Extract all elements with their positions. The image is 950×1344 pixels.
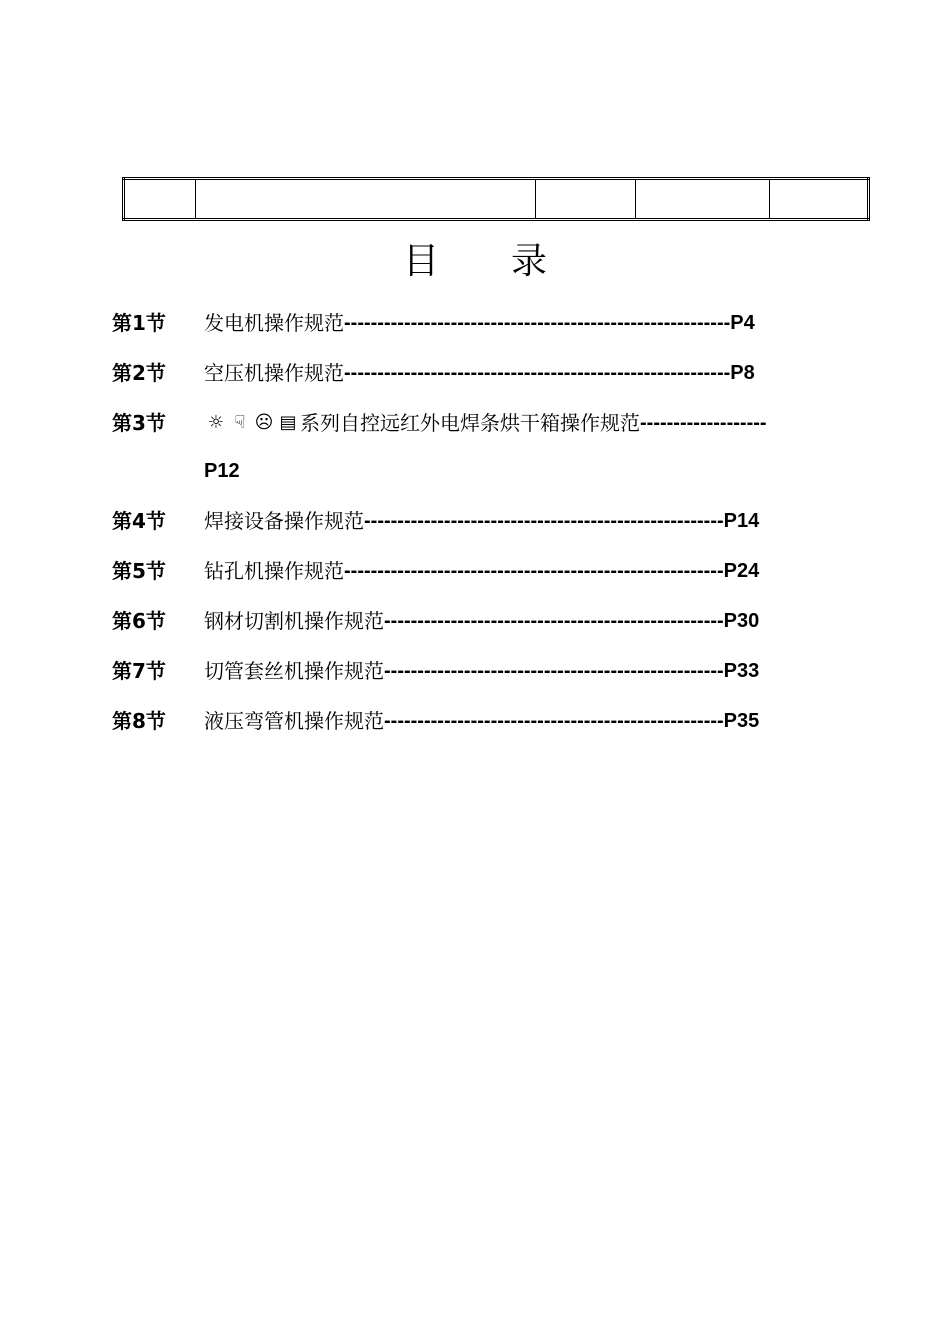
toc-page-number: P24 [723,560,760,582]
header-cell [769,179,868,220]
toc-section-name: 液压弯管机操作规范 [204,709,384,733]
toc-page-number: P14 [723,510,760,532]
toc-entry-text [204,606,759,636]
toc-entry-text [204,408,767,438]
toc-section-number: 第4节 [112,509,166,533]
toc-entry-text [204,506,759,536]
toc-leader: ---------------------------------------------------------- [344,312,731,334]
toc-entry-text [204,308,755,338]
frown-icon: ☹ [254,412,274,433]
toc-leader: --------------------------------------------------------- [344,560,724,582]
header-cell [196,179,535,220]
toc-section-name: 钻孔机操作规范 [204,559,344,583]
toc-section-number: 第7节 [112,659,166,683]
toc-section-name: 发电机操作规范 [204,311,344,335]
toc-entry-text [204,706,759,736]
toc-section-name: 切管套丝机操作规范 [204,659,384,683]
toc-leader: --------------------------------------------------- [384,710,724,732]
toc-entry-text [204,656,759,686]
toc-section-number: 第6节 [112,609,166,633]
header-cell [124,179,196,220]
toc-leader: ---------------------------------------------------------- [344,362,731,384]
toc-page-number: P8 [730,362,755,384]
toc-leader: --------------------------------------------------- [384,610,724,632]
toc-section-number: 第1节 [112,311,166,335]
header-table [122,177,870,221]
toc-entry-text [204,358,755,388]
toc-section-name: 钢材切割机操作规范 [204,609,384,633]
toc-leader: ------------------------------------------------------ [364,510,724,532]
hand-icon: ☟ [234,412,246,433]
sun-icon: ☼ [207,412,225,433]
toc-page-number: P35 [723,710,760,732]
toc-leader: ------------------- [640,412,767,434]
toc-section-number: 第8节 [112,709,166,733]
toc-section-number: 第2节 [112,361,166,385]
toc-page-number[interactable]: P12 [204,460,240,482]
document-icon: ▤ [279,412,297,433]
toc-page-number: P33 [723,660,760,682]
toc-entry-text [204,556,759,586]
toc-section-number: 第3节 [112,411,166,435]
toc-section-name: 系列自控远红外电焊条烘干箱操作规范 [300,411,640,435]
toc-page-number: P30 [723,610,760,632]
toc-section-name: 焊接设备操作规范 [204,509,364,533]
header-table-row [124,179,869,220]
toc-section-name: 空压机操作规范 [204,361,344,385]
toc-title: 目 录 [402,241,547,282]
header-cell [535,179,635,220]
toc-section-number: 第5节 [112,559,166,583]
toc-leader: --------------------------------------------------- [384,660,724,682]
header-cell [635,179,769,220]
toc-page-number: P4 [730,312,755,334]
